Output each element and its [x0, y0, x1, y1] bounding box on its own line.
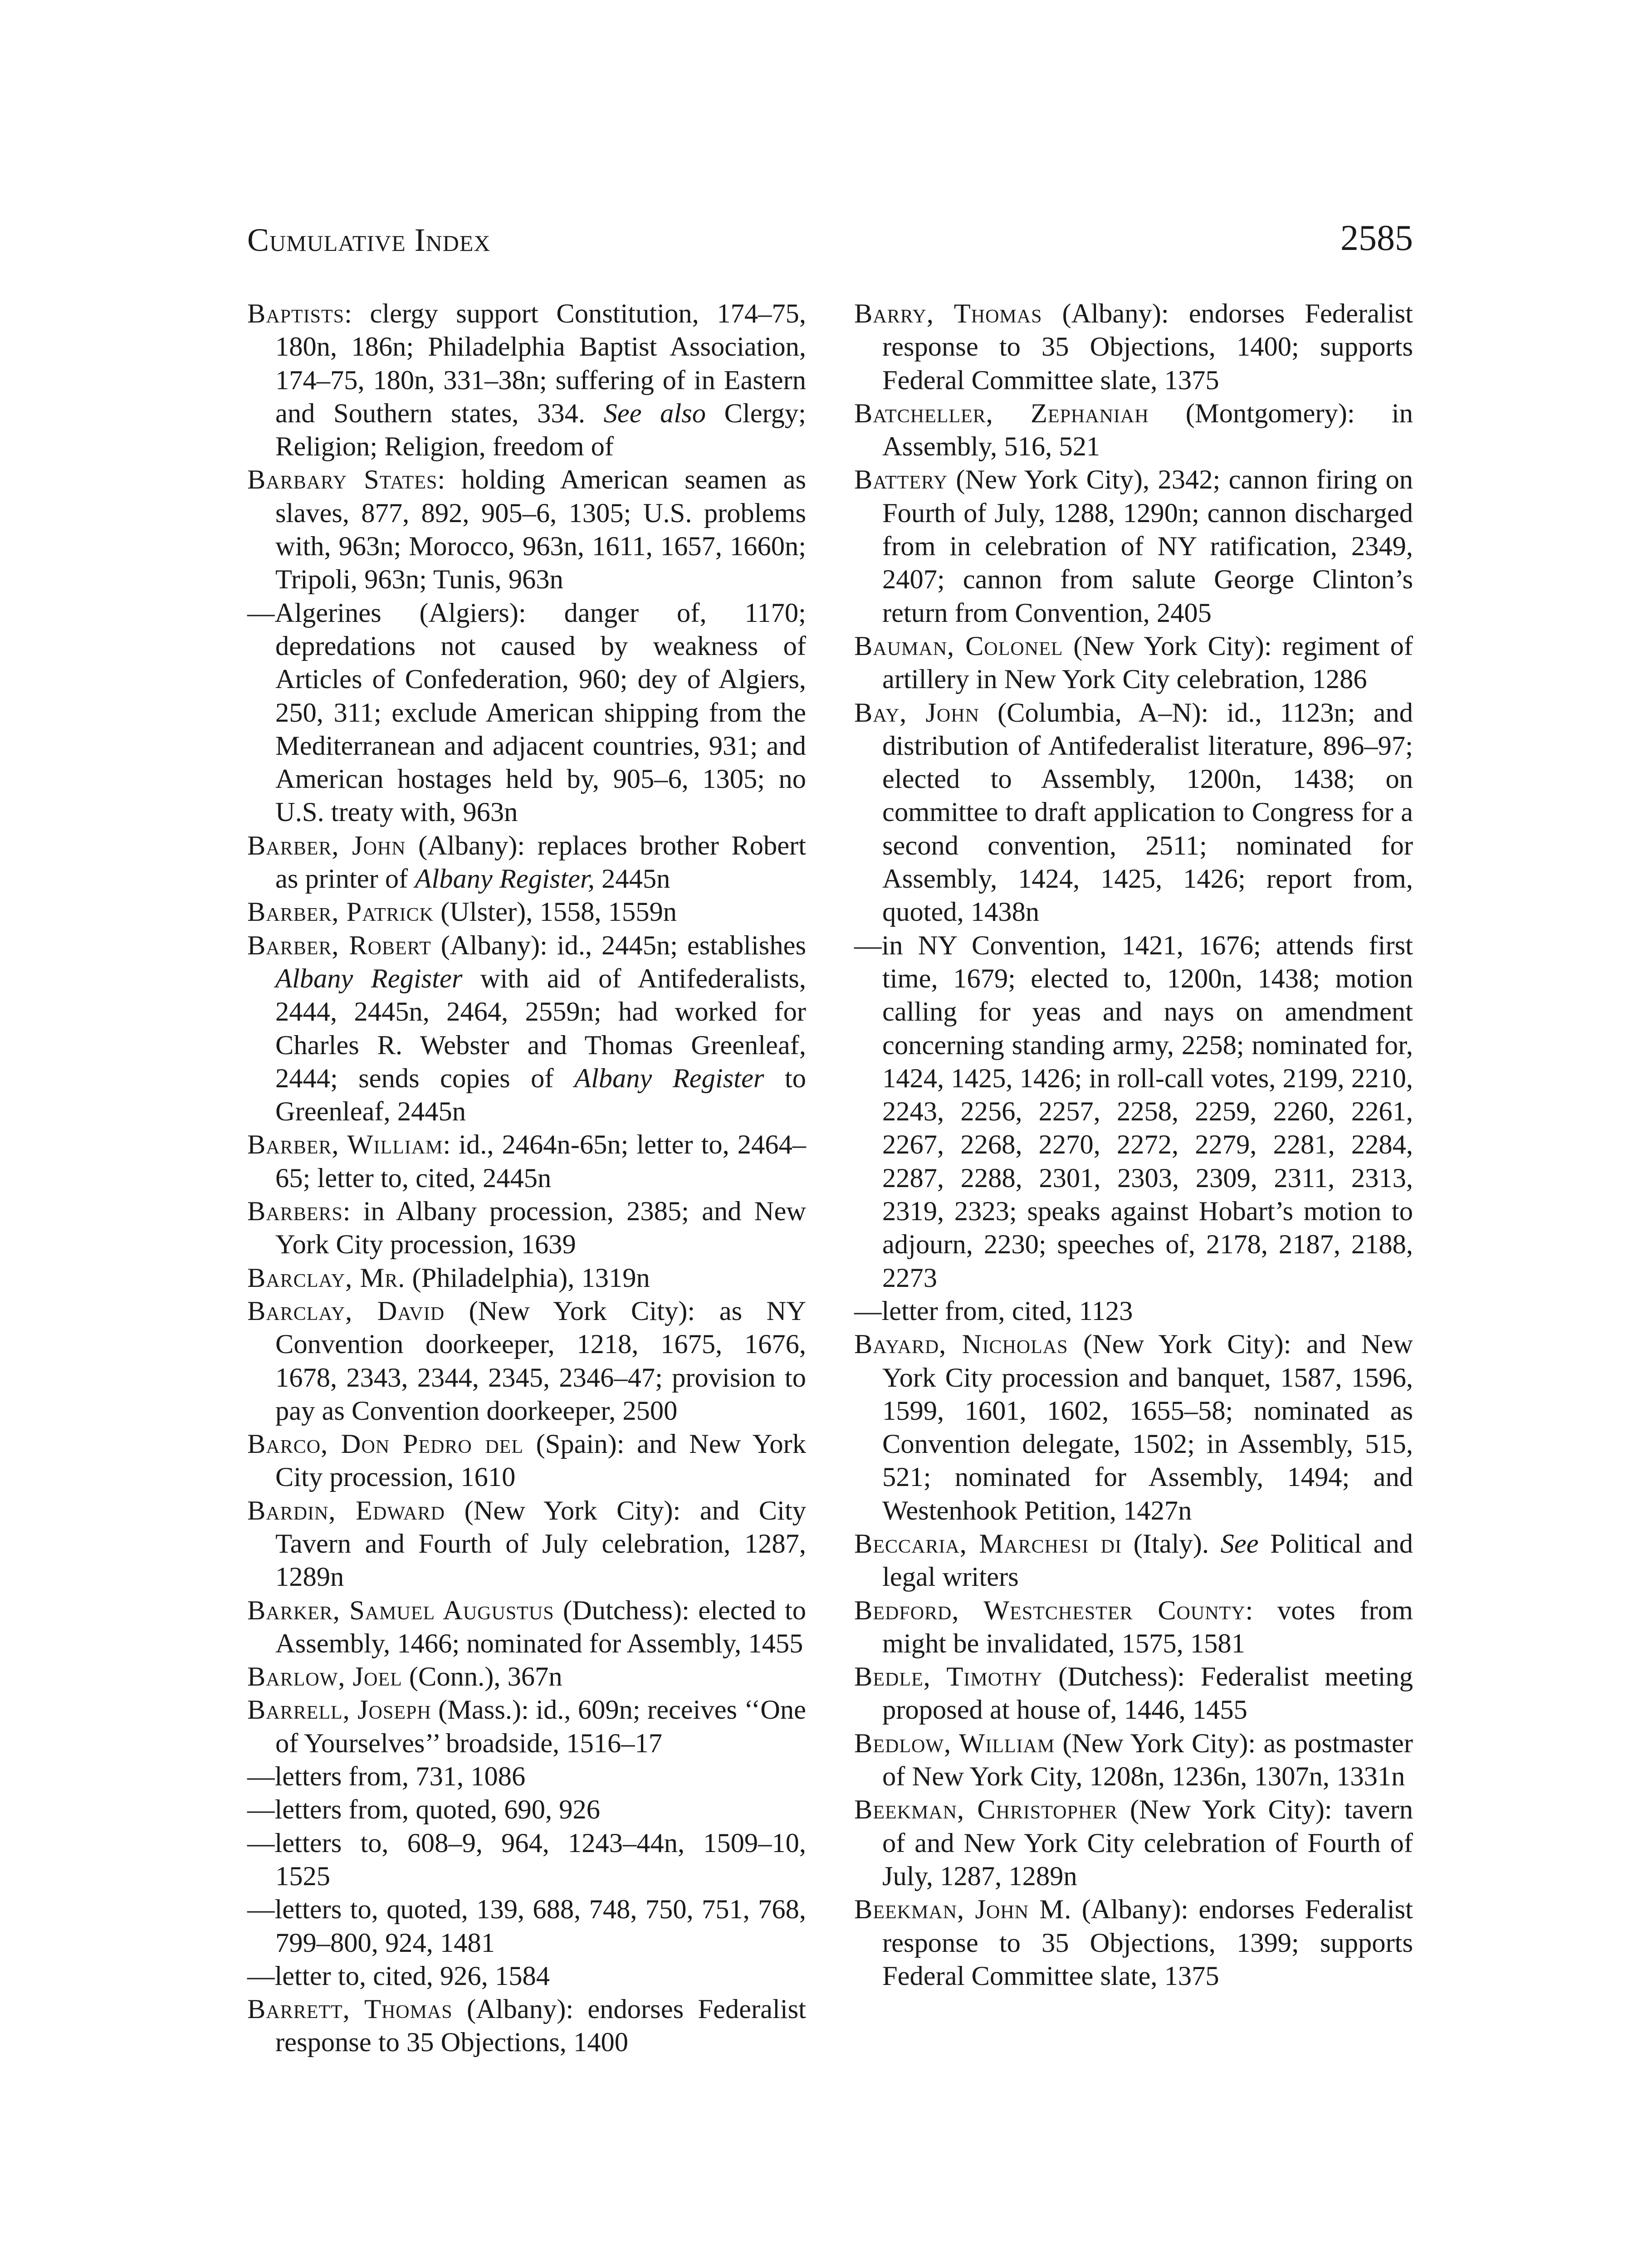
entry-text: (New York City): and New York City procession and banquet, 1587, 1596, 1599, 1601, 1602, 1655–58; nominated as Convention delegate, 1502; in Assembly, 515, 521; nominated for Assembly, 1494; and Westenhook Petition, 1427n — [882, 1329, 1413, 1526]
index-entry — [854, 1594, 1413, 1661]
entry-heading: Bedlow, William — [854, 1728, 1055, 1759]
entry-heading: Bardin, Edward — [247, 1495, 445, 1526]
index-entry — [247, 1195, 806, 1261]
entry-text: (Albany): endorses Federalist response to 35 Objections, 1400 — [275, 1994, 806, 2058]
entry-text: (Mass.): id., 609n; receives ‘‘One of Yourselves’’ broadside, 1516–17 — [275, 1695, 806, 1759]
entry-text: —letter from, cited, 1123 — [854, 1295, 1133, 1326]
index-entry — [247, 1793, 806, 1826]
entry-text: (Albany): endorses Federalist response to 35 Objections, 1399; supports Federal Committee slate, 1375 — [882, 1894, 1413, 1991]
index-entry — [854, 630, 1413, 696]
entry-text: (Dutchess): elected to Assembly, 1466; nominated for Assembly, 1455 — [275, 1595, 806, 1659]
index-entry — [854, 929, 1413, 1295]
entry-heading: Barber, Patrick — [247, 897, 434, 928]
entry-heading: Battery — [854, 464, 948, 495]
entry-text: (Ulster), 1558, 1559n — [433, 897, 677, 928]
entry-text: Clergy; Religion; Religion, freedom of — [275, 398, 806, 462]
entry-text: (Spain): and New York City procession, 1610 — [275, 1429, 807, 1493]
entry-italic-text: See also — [603, 398, 706, 429]
entry-text: (Montgomery): in Assembly, 516, 521 — [882, 398, 1413, 462]
entry-heading: Barbers — [247, 1196, 343, 1227]
index-entry — [247, 895, 806, 929]
index-entry — [247, 1993, 806, 2059]
index-entry — [247, 463, 806, 596]
entry-heading: Barlow, Joel — [247, 1662, 402, 1692]
index-entry — [247, 1827, 806, 1893]
index-entry — [247, 1295, 807, 1427]
entry-italic-text: See — [1220, 1528, 1259, 1559]
index-entry — [247, 1693, 806, 1760]
entry-heading: Bay, John — [854, 697, 979, 728]
entry-heading: Beekman, Christopher — [854, 1794, 1118, 1825]
entry-text: (Albany): replaces brother Robert as printer of — [275, 830, 807, 894]
page-title: Cumulative Index — [247, 222, 491, 258]
entry-text: —Algerines (Algiers): danger of, 1170; depredations not caused by weakness of Articles of Confederation, 960; dey of Algiers, 250, 311; exclude American shipping from the Mediterranean and adjacent countries, 931; and American hostages held by, 905–6, 1305; no U.S. treaty with, 963n — [247, 597, 806, 828]
index-entry — [247, 1427, 807, 1494]
entry-heading: Barrett, Thomas — [247, 1994, 453, 2025]
index-entry — [247, 1128, 806, 1195]
entry-heading: Bayard, Nicholas — [854, 1329, 1068, 1360]
entry-heading: Bedle, Timothy — [854, 1662, 1043, 1692]
index-entry — [854, 1527, 1413, 1594]
entry-heading: Barber, John — [247, 830, 406, 861]
entry-text: (New York City), 2342; cannon firing on Fourth of July, 1288, 1290n; cannon discharged from in celebration of NY ratification, 2349, 2407; cannon from salute George Clinton’s return from Convention, 2405 — [882, 464, 1413, 628]
entry-italic-text: Albany Register — [574, 1063, 764, 1094]
entry-heading: Barbary States — [247, 464, 438, 495]
entry-text: : clergy support Constitution, 174–75, 180n, 186n; Philadelphia Baptist Association, 174–75, 180n, 331–38n; suffering of in Eastern and Southern states, 334. — [275, 298, 806, 429]
entry-text: (Albany): id., 2445n; establishes — [431, 930, 806, 961]
entry-text: Political and legal writers — [882, 1528, 1413, 1593]
entry-text: : holding American seamen as slaves, 877, 892, 905–6, 1305; U.S. problems with, 963n; Morocco, 963n, 1611, 1657, 1660n; Tripoli, 963n; Tunis, 963n — [275, 464, 806, 595]
entry-heading: Barber, Robert — [247, 930, 431, 961]
entry-italic-text: Albany Register, — [415, 864, 595, 894]
entry-text: (Dutchess): Federalist meeting proposed at house of, 1446, 1455 — [882, 1662, 1413, 1725]
entry-heading: Barber, William — [247, 1129, 443, 1160]
index-entry — [854, 463, 1413, 629]
index-entry — [247, 1594, 806, 1661]
entry-text: with aid of Antifederalists, 2444, 2445n, 2464, 2559n; had worked for Charles R. Webster and Thomas Greenleaf, 2444; sends copies of — [275, 963, 806, 1094]
entry-heading: Barrell, Joseph — [247, 1695, 431, 1725]
right-column — [854, 297, 1413, 1993]
entry-heading: Barclay, David — [247, 1295, 445, 1326]
page-number: 2585 — [1340, 218, 1413, 258]
entry-text: (New York City): as NY Convention doorkeeper, 1218, 1675, 1676, 1678, 2343, 2344, 2345, 2346–47; provision to pay as Convention doorkeeper, 2500 — [275, 1295, 807, 1426]
index-entry — [854, 1660, 1413, 1727]
running-header — [247, 218, 1413, 267]
entry-text: (New York City): and City Tavern and Fourth of July celebration, 1287, 1289n — [275, 1495, 807, 1593]
index-entry — [247, 1893, 806, 1960]
entry-text: (Conn.), 367n — [402, 1662, 562, 1692]
entry-heading: Baptists — [247, 298, 345, 329]
entry-text: —in NY Convention, 1421, 1676; attends first time, 1679; elected to, 1200n, 1438; motion calling for yeas and nays on amendment concerning standing army, 2258; nominated for, 1424, 1425, 1426; in roll-call votes, 2199, 2210, 2243, 2256, 2257, 2258, 2259, 2260, 2261, 2267, 2268, 2270, 2272, 2279, 2281, 2284, 2287, 2288, 2301, 2303, 2309, 2311, 2313, 2319, 2323; speaks against Hobart’s motion to adjourn, 2230; speeches of, 2178, 2187, 2188, 2273 — [854, 930, 1413, 1293]
entry-italic-text: Albany Register — [275, 963, 463, 994]
entry-text: —letters to, quoted, 139, 688, 748, 750, 751, 768, 799–800, 924, 1481 — [247, 1894, 806, 1958]
entry-heading: Barry, Thomas — [854, 298, 1042, 329]
entry-heading: Beccaria, Marchesi di — [854, 1528, 1122, 1559]
index-entry — [247, 1261, 806, 1295]
entry-text: 2445n — [594, 864, 670, 894]
entry-text: (New York City): regiment of artillery in New York City celebration, 1286 — [882, 631, 1413, 695]
entry-text: (Albany): endorses Federalist response to 35 Objections, 1400; supports Federal Committee slate, 1375 — [882, 298, 1413, 396]
entry-heading: Barclay, Mr. — [247, 1262, 406, 1293]
index-entry — [247, 297, 806, 463]
index-entry — [854, 1793, 1413, 1893]
index-entry — [854, 397, 1413, 464]
entry-text: —letters from, 731, 1086 — [247, 1761, 526, 1792]
index-entry — [854, 1727, 1413, 1794]
entry-text: —letters from, quoted, 690, 926 — [247, 1794, 600, 1825]
entry-text: to Greenleaf, 2445n — [275, 1063, 806, 1127]
index-entry — [247, 829, 807, 896]
index-entry — [247, 1494, 807, 1594]
index-entry — [854, 1295, 1413, 1328]
index-entry — [247, 596, 806, 829]
entry-text: (New York City): as postmaster of New York City, 1208n, 1236n, 1307n, 1331n — [882, 1728, 1413, 1792]
entry-text: : in Albany procession, 2385; and New York City procession, 1639 — [275, 1196, 806, 1260]
entry-text: —letters to, 608–9, 964, 1243–44n, 1509–10, 1525 — [247, 1828, 806, 1892]
index-entry — [854, 1893, 1413, 1993]
entry-text: (Italy). — [1122, 1528, 1221, 1559]
entry-heading: Beekman, John M. — [854, 1894, 1072, 1925]
left-column — [247, 297, 806, 2059]
entry-text: (New York City): tavern of and New York City celebration of Fourth of July, 1287, 1289n — [882, 1794, 1413, 1892]
entry-heading: Bauman, Colonel — [854, 631, 1063, 661]
entry-heading: Barco, Don Pedro del — [247, 1429, 523, 1460]
index-entry — [247, 1960, 806, 1993]
index-entry — [854, 1328, 1413, 1527]
entry-text: —letter to, cited, 926, 1584 — [247, 1960, 550, 1991]
index-entry — [854, 297, 1413, 397]
entry-heading: Bedford, Westchester County — [854, 1595, 1246, 1626]
entry-text: : id., 2464n-65n; letter to, 2464–65; letter to, cited, 2445n — [275, 1129, 806, 1193]
index-entry — [854, 696, 1413, 929]
index-entry — [247, 1760, 806, 1793]
entry-text: (Philadelphia), 1319n — [405, 1262, 650, 1293]
entry-text: (Columbia, A–N): id., 1123n; and distribution of Antifederalist literature, 896–97; elected to Assembly, 1200n, 1438; on committee to draft application to Congress for a second convention, 2511; nominated for Assembly, 1424, 1425, 1426; report from, quoted, 1438n — [882, 697, 1413, 928]
entry-text: : votes from might be invalidated, 1575, 1581 — [882, 1595, 1413, 1659]
index-entry — [247, 929, 806, 1129]
entry-heading: Barker, Samuel Augustus — [247, 1595, 554, 1626]
entry-heading: Batcheller, Zephaniah — [854, 398, 1149, 429]
index-entry — [247, 1660, 806, 1693]
